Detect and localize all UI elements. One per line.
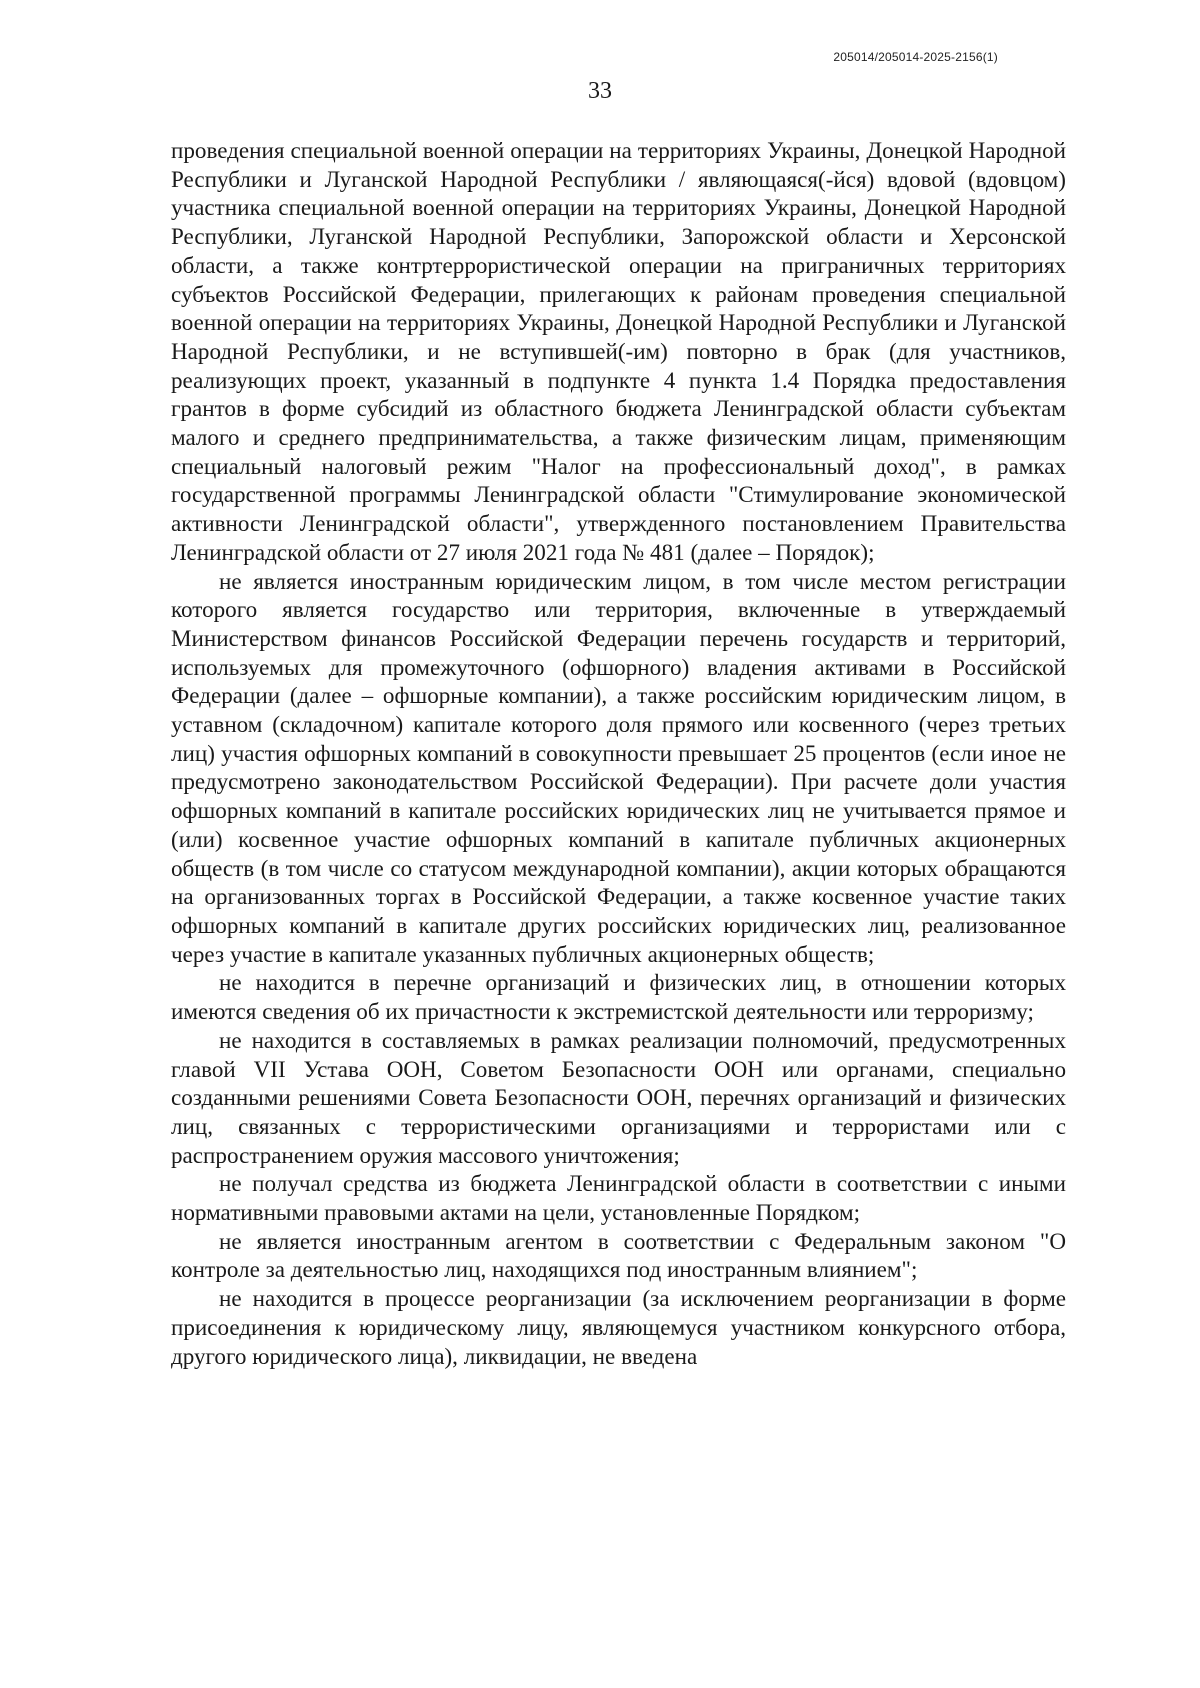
paragraph-foreign-agent: не является иностранным агентом в соответствии с Федеральным законом "О контроле за деятельностью лиц, находящихся под иностранным влиянием"; [171, 1227, 1066, 1283]
paragraph-budget-funds: не получал средства из бюджета Ленинградской области в соответствии с иными нормативными правовыми актами на цели, установленные Порядком; [171, 1170, 1066, 1226]
paragraph-continuation: проведения специальной военной операции на территориях Украины, Донецкой Народной Республики и Луганской Народной Республики / являющаяся(-йся) вдовой (вдовцом) участника специальной военной операции на территориях Украины, Донецкой Народной Республики, Луганской Народной Республики, Запорожской области и Херсонской области, а также контртеррористической операции на приграничных территориях субъектов Российской Федерации, прилегающих к районам проведения специальной военной операции на территориях Украины, Донецкой Народной Республики и Луганской Народной Республики, и не вступившей(-им) повторно в брак (для участников, реализующих проект, указанный в подпункте 4 пункта 1.4 Порядка предоставления грантов в форме субсидий из областного бюджета Ленинградской области субъектам малого и среднего предпринимательства, а также физическим лицам, применяющим специальный налоговый режим "Налог на профессиональный доход", в рамках государственной программы Ленинградской области "Стимулирование экономической активности Ленинградской области", утвержденного постановлением Правительства Ленинградской области от 27 июля 2021 года № 481 (далее – Порядок); [171, 137, 1066, 565]
document-body [171, 136, 1066, 1370]
paragraph-un-sanctions-list: не находится в составляемых в рамках реализации полномочий, предусмотренных главой VII Устава ООН, Советом Безопасности ООН или органами, специально созданными решениями Совета Безопасности ООН, перечнях организаций и физических лиц, связанных с террористическими организациями и террористами или с распространением оружия массового уничтожения; [171, 1026, 1066, 1168]
paragraph-extremism-list: не находится в перечне организаций и физических лиц, в отношении которых имеются сведения об их причастности к экстремистской деятельности или терроризму; [171, 969, 1066, 1025]
page-number: 33 [588, 78, 612, 104]
paragraph-offshore-companies: не является иностранным юридическим лицом, в том числе местом регистрации которого является государство или территория, включенные в утверждаемый Министерством финансов Российской Федерации перечень государств и территорий, используемых для промежуточного (офшорного) владения активами в Российской Федерации (далее – офшорные компании), а также российским юридическим лицом, в уставном (складочном) капитале которого доля прямого или косвенного (через третьих лиц) участия офшорных компаний в совокупности превышает 25 процентов (если иное не предусмотрено законодательством Российской Федерации). При расчете доли участия офшорных компаний в капитале российских юридических лиц не учитывается прямое и (или) косвенное участие офшорных компаний в капитале публичных акционерных обществ (в том числе со статусом международной компании), акции которых обращаются на организованных торгах в Российской Федерации, а также косвенное участие таких офшорных компаний в капитале других российских юридических лиц, реализованное через участие в капитале указанных публичных акционерных обществ; [171, 567, 1066, 967]
document-id: 205014/205014-2025-2156(1) [833, 50, 998, 64]
paragraph-reorganization: не находится в процессе реорганизации (за исключением реорганизации в форме присоединения к юридическому лицу, являющемуся участником конкурсного отбора, другого юридического лица), ликвидации, не введена [171, 1285, 1066, 1369]
